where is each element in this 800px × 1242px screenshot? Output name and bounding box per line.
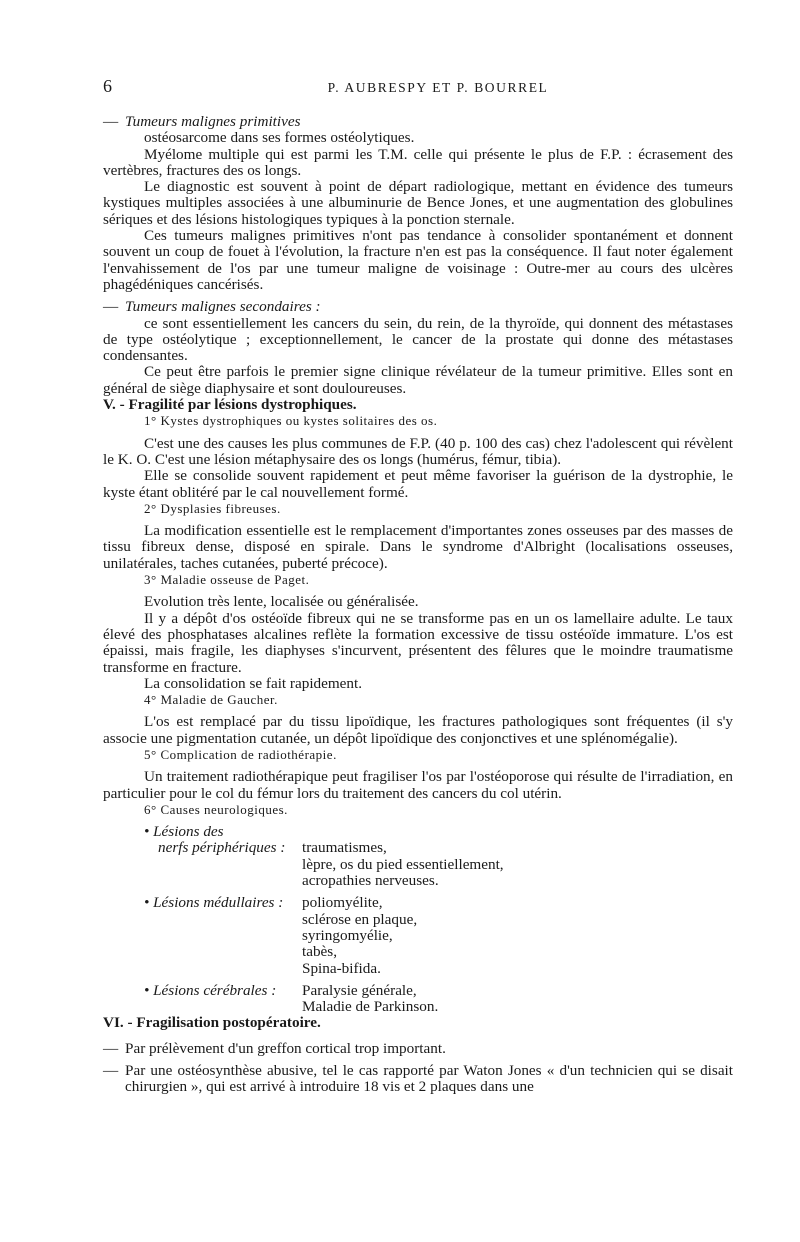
em-dash: — <box>103 113 119 130</box>
page-header <box>103 78 733 98</box>
paragraph: L'os est remplacé par du tissu lipoïdique, les fractures pathologiques sont fréquentes (il s'y associe une pigmentation cutanée, un dépôt lipoïdique des conjonctives et une splénomégalie). <box>103 713 733 747</box>
section-title-v: V. - Fragilité par lésions dystrophiques. <box>103 396 357 414</box>
paragraph: Elle se consolide souvent rapidement et peut même favoriser la guérison de la dystrophie, le kyste étant oblitéré par le cal nouvellement formé. <box>103 467 733 501</box>
paragraph: Il y a dépôt d'os ostéoïde fibreux qui ne se transforme pas en un os lamellaire adulte. Le taux élevé des phosphatases alcalines reflète la formation excessive de tissu ostéoïde immature. L'os est épaissi, mais fragile, les diaphyses s'incurvent, présentent des fêlures que le moindre traumatisme transforme en fracture. <box>103 609 733 676</box>
running-head: P. AUBRESPY ET P. BOURREL <box>327 80 549 95</box>
subsection-title-1: 1° Kystes dystrophiques ou kystes solitaires des os. <box>144 413 438 429</box>
paragraph: Evolution très lente, localisée ou généralisée. <box>144 593 419 611</box>
list-item: — Par une ostéosynthèse abusive, tel le cas rapporté par Waton Jones « d'un technicien qui se disait chirurgien », qui est arrivé à introduire 18 vis et 2 plaques dans une <box>103 1062 733 1096</box>
subsection-title-6: 6° Causes neurologiques. <box>144 801 288 817</box>
paragraph: Myélome multiple qui est parmi les T.M. celle qui présente le plus de F.P. : écrasement des vertèbres, fractures des os longs. <box>103 145 733 179</box>
subsection-title-4: 4° Maladie de Gaucher. <box>144 692 278 708</box>
subsection-title-5: 5° Complication de radiothérapie. <box>144 746 337 762</box>
neuro-cause-spinal <box>103 895 733 976</box>
subsection-title-3: 3° Maladie osseuse de Paget. <box>144 572 310 588</box>
subsection-title-2: 2° Dysplasies fibreuses. <box>144 500 281 516</box>
bullet-label: • Lésions cérébrales : <box>144 981 277 999</box>
section-title-vi: VI. - Fragilisation postopératoire. <box>103 1014 321 1032</box>
paragraph: Ces tumeurs malignes primitives n'ont pas tendance à consolider spontanément et donnent souvent un coup de fouet à l'évolution, la fracture n'en est pas la conséquence. Il faut noter également l'envahissement de l'os par une tumeur maligne de voisinage : Outre-mer au cours des ulcères phagédéniques cancérisés. <box>103 227 733 293</box>
em-dash: — <box>103 1062 119 1080</box>
paragraph: Un traitement radiothérapique peut fragiliser l'os par l'ostéoporose qui résulte de l'irradiation, en particulier pour le col du fémur lors du traitement des cancers du col utérin. <box>103 768 733 802</box>
page-number: 6 <box>103 76 112 96</box>
bullet-items: Paralysie générale, Maladie de Parkinson. <box>302 981 439 1016</box>
neuro-cause-peripheral <box>103 824 733 889</box>
em-dash: — <box>103 1039 119 1057</box>
page-body <box>103 114 733 1096</box>
neuro-cause-cerebral <box>103 983 733 1016</box>
paragraph: Ce peut être parfois le premier signe clinique révélateur de la tumeur primitive. Elles sont en général de siège diaphysaire et sont douloureuses. <box>103 363 733 397</box>
paragraph: ce sont essentiellement les cancers du sein, du rein, de la thyroïde, qui donnent des métastases de type ostéolytique ; exceptionnellement, le cancer de la prostate qui donne des métastases condensantes. <box>103 314 733 365</box>
bullet-label: • Lésions des nerfs périphériques : <box>144 823 286 857</box>
paragraph: ostéosarcome dans ses formes ostéolytiques. <box>144 129 415 147</box>
bullet-label: • Lésions médullaires : <box>144 894 284 912</box>
bullet-items: poliomyélite, sclérose en plaque, syringomyélie, tabès, Spina-bifida. <box>302 894 418 977</box>
primary-tumours-heading: — Tumeurs malignes primitives <box>103 113 301 130</box>
paragraph: C'est une des causes les plus communes de F.P. (40 p. 100 des cas) chez l'adolescent qui révèlent le K. O. C'est une lésion métaphysaire des os longs (humérus, fémur, tibia). <box>103 434 733 468</box>
paragraph: La consolidation se fait rapidement. <box>144 674 363 692</box>
paragraph: La modification essentielle est le remplacement d'importantes zones osseuses par des masses de tissu fibreux dense, disposé en spirale. Dans le syndrome d'Albright (localisations osseuses, unilatérales, taches cutanées, puberté précoce). <box>103 522 733 572</box>
list-item: — Par prélèvement d'un greffon cortical trop important. <box>103 1039 446 1057</box>
secondary-tumours-heading: — Tumeurs malignes secondaires : <box>103 298 321 316</box>
paragraph: Le diagnostic est souvent à point de départ radiologique, mettant en évidence des tumeurs kystiques multiples associées à une albuminurie de Bence Jones, et une augmentation des globulines sériques et des lésions histologiques typiques à la ponction sternale. <box>103 178 733 228</box>
em-dash: — <box>103 298 119 316</box>
bullet-items: traumatismes, lèpre, os du pied essentiellement, acropathies nerveuses. <box>302 839 504 890</box>
